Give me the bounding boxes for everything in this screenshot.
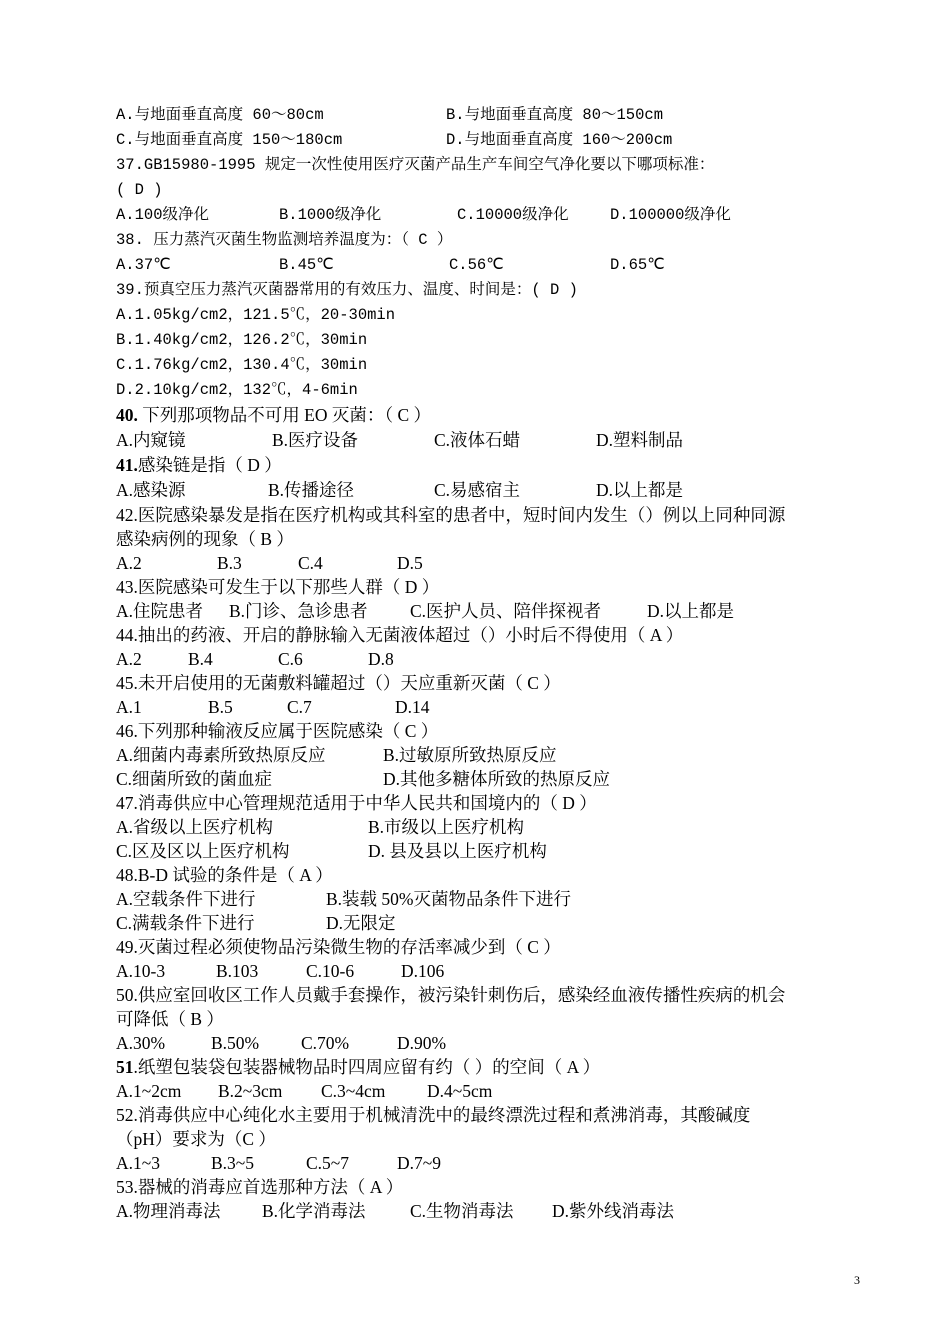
- answer-option: A.100级净化: [116, 206, 210, 224]
- text-line: [116, 623, 872, 648]
- answer-option: A.与地面垂直高度 60～80cm: [116, 106, 324, 124]
- question-text: 46.下列那种输液反应属于医院感染（ C ）: [116, 721, 439, 741]
- text-line: [116, 815, 872, 840]
- text-line: [116, 303, 872, 328]
- question-number: 51: [116, 1057, 134, 1077]
- answer-option: A.住院患者: [116, 601, 204, 621]
- text-line: [116, 428, 872, 453]
- answer-option: C.70%: [301, 1033, 350, 1053]
- text-line: [116, 253, 872, 278]
- answer-option: D.紫外线消毒法: [552, 1201, 675, 1221]
- answer-option: C.10-6: [306, 961, 355, 981]
- text-line: [116, 1055, 872, 1080]
- question-text: 可降低（ B ）: [116, 1009, 224, 1029]
- answer-option: D.7~9: [397, 1153, 441, 1173]
- answer-option: D.塑料制品: [596, 430, 684, 450]
- question-text: 48.B-D 试验的条件是（ A ）: [116, 865, 333, 885]
- answer-option: B.3~5: [211, 1153, 255, 1173]
- answer-option: B.5: [208, 697, 233, 717]
- text-line: [116, 353, 872, 378]
- answer-option: C.10000级净化: [457, 206, 569, 224]
- text-line: [116, 695, 872, 720]
- question-text: 47.消毒供应中心管理规范适用于中华人民共和国境内的（ D ）: [116, 793, 597, 813]
- question-text: 39.预真空压力蒸汽灭菌器常用的有效压力、温度、时间是：( D ): [116, 281, 578, 299]
- text-line: [116, 1007, 872, 1032]
- question-body: 感染链是指（ D ）: [137, 455, 282, 475]
- answer-option: D.其他多糖体所致的热原反应: [383, 769, 611, 789]
- answer-option: C.6: [278, 649, 303, 669]
- text-line: [116, 1199, 872, 1224]
- text-line: [116, 203, 872, 228]
- text-line: [116, 791, 872, 816]
- question-text: 53.器械的消毒应首选那种方法（ A ）: [116, 1177, 404, 1197]
- question-text: [116, 453, 282, 478]
- page-number: 3: [854, 1273, 860, 1287]
- answer-option: C.易感宿主: [434, 480, 521, 500]
- answer-option: D.与地面垂直高度 160～200cm: [446, 131, 673, 149]
- answer-option: B.2~3cm: [218, 1081, 283, 1101]
- answer-option: C.56℃: [449, 256, 504, 274]
- answer-option: A.感染源: [116, 480, 186, 500]
- text-line: [116, 935, 872, 960]
- question-text: （pH）要求为（C ）: [116, 1129, 276, 1149]
- text-line: [116, 671, 872, 696]
- answer-option: C.3~4cm: [321, 1081, 386, 1101]
- text-line: [116, 551, 872, 576]
- answer-option: B.与地面垂直高度 80～150cm: [446, 106, 664, 124]
- answer-option: A.2: [116, 649, 142, 669]
- answer-option: D.106: [401, 961, 445, 981]
- text-line: [116, 378, 872, 403]
- answer-option: A.物理消毒法: [116, 1201, 221, 1221]
- answer-option: A.1~2cm: [116, 1081, 182, 1101]
- text-line: [116, 647, 872, 672]
- question-text: B.1.40kg/cm2，126.2℃，30min: [116, 331, 368, 349]
- answer-option: D.8: [368, 649, 394, 669]
- question-text: 38. 压力蒸汽灭菌生物监测培养温度为：（ C ）: [116, 231, 453, 249]
- text-line: [116, 839, 872, 864]
- answer-option: C.4: [298, 553, 323, 573]
- question-text: C.1.76kg/cm2，130.4℃，30min: [116, 356, 368, 374]
- answer-option: B.4: [188, 649, 213, 669]
- text-line: [116, 863, 872, 888]
- text-line: [116, 719, 872, 744]
- text-line: [116, 328, 872, 353]
- answer-option: B.45℃: [279, 256, 334, 274]
- answer-option: C.区及区以上医疗机构: [116, 841, 290, 861]
- answer-option: B.1000级净化: [279, 206, 382, 224]
- question-text: 44.抽出的药液、开启的静脉输入无菌液体超过（）小时后不得使用（ A ）: [116, 625, 684, 645]
- question-text: 52.消毒供应中心纯化水主要用于机械清洗中的最终漂洗过程和煮沸消毒，其酸碱度: [116, 1105, 751, 1125]
- answer-option: B.过敏原所致热原反应: [383, 745, 557, 765]
- answer-option: A.10-3: [116, 961, 166, 981]
- answer-option: A.37℃: [116, 256, 171, 274]
- answer-option: B.化学消毒法: [262, 1201, 366, 1221]
- answer-option: A.内窥镜: [116, 430, 186, 450]
- question-text: 感染病例的现象（ B ）: [116, 529, 294, 549]
- answer-option: D. 县及县以上医疗机构: [368, 841, 547, 861]
- text-line: [116, 911, 872, 936]
- answer-option: C.医护人员、陪伴探视者: [410, 601, 602, 621]
- answer-option: B.103: [216, 961, 259, 981]
- question-text: D.2.10kg/cm2，132℃，4-6min: [116, 381, 358, 399]
- question-text: 50.供应室回收区工作人员戴手套操作，被污染针刺伤后，感染经血液传播性疾病的机会: [116, 985, 786, 1005]
- answer-option: C.生物消毒法: [410, 1201, 514, 1221]
- text-line: [116, 128, 872, 153]
- answer-option: B.医疗设备: [272, 430, 359, 450]
- answer-option: B.传播途径: [268, 480, 355, 500]
- answer-option: C.与地面垂直高度 150～180cm: [116, 131, 343, 149]
- answer-option: D.90%: [397, 1033, 447, 1053]
- text-line: [116, 1127, 872, 1152]
- answer-option: C.7: [287, 697, 312, 717]
- answer-option: B.3: [217, 553, 242, 573]
- question-body: 下列那项物品不可用 EO 灭菌：（ C ）: [137, 405, 431, 425]
- question-text: A.1.05kg/cm2，121.5℃，20-30min: [116, 306, 396, 324]
- answer-option: B.市级以上医疗机构: [368, 817, 525, 837]
- text-line: [116, 478, 872, 503]
- text-line: [116, 453, 872, 478]
- answer-option: C.5~7: [306, 1153, 350, 1173]
- text-line: [116, 178, 872, 203]
- text-line: [116, 743, 872, 768]
- question-text: 49.灭菌过程必须使物品污染微生物的存活率减少到（ C ）: [116, 937, 561, 957]
- answer-option: A.30%: [116, 1033, 166, 1053]
- answer-option: D.65℃: [610, 256, 665, 274]
- text-line: [116, 403, 872, 428]
- question-text: 43.医院感染可发生于以下那些人群（ D ）: [116, 577, 440, 597]
- text-line: [116, 1103, 872, 1128]
- question-number: 41.: [116, 455, 138, 475]
- answer-option: A.省级以上医疗机构: [116, 817, 274, 837]
- question-text: 42.医院感染暴发是指在医疗机构或其科室的患者中，短时间内发生（）例以上同种同源: [116, 505, 786, 525]
- text-line: [116, 153, 872, 178]
- text-line: [116, 527, 872, 552]
- text-line: [116, 228, 872, 253]
- text-line: [116, 1151, 872, 1176]
- answer-option: D.100000级净化: [610, 206, 731, 224]
- answer-option: D.以上都是: [596, 480, 684, 500]
- text-line: [116, 599, 872, 624]
- answer-option: A.1: [116, 697, 142, 717]
- text-line: [116, 1175, 872, 1200]
- answer-option: D.14: [395, 697, 430, 717]
- question-text: ( D ): [116, 181, 163, 199]
- answer-option: A.细菌内毒素所致热原反应: [116, 745, 326, 765]
- answer-option: D.无限定: [326, 913, 396, 933]
- text-line: [116, 575, 872, 600]
- answer-option: C.满载条件下进行: [116, 913, 255, 933]
- answer-option: A.2: [116, 553, 142, 573]
- text-line: [116, 767, 872, 792]
- answer-option: C.液体石蜡: [434, 430, 521, 450]
- answer-option: A.空载条件下进行: [116, 889, 256, 909]
- question-text: 45.未开启使用的无菌敷料罐超过（）天应重新灭菌（ C ）: [116, 673, 561, 693]
- question-text: 37.GB15980-1995 规定一次性使用医疗灭菌产品生产车间空气净化要以下哪项标准：: [116, 156, 715, 174]
- question-text: [116, 1055, 600, 1080]
- answer-option: A.1~3: [116, 1153, 160, 1173]
- question-body: .纸塑包装袋包装器械物品时四周应留有约（ ）的空间（ A ）: [133, 1057, 601, 1077]
- answer-option: C.细菌所致的菌血症: [116, 769, 273, 789]
- answer-option: B.门诊、急诊患者: [229, 601, 368, 621]
- answer-option: B.装载 50%灭菌物品条件下进行: [326, 889, 571, 909]
- text-line: [116, 103, 872, 128]
- text-line: [116, 503, 872, 528]
- answer-option: D.4~5cm: [427, 1081, 493, 1101]
- text-line: [116, 887, 872, 912]
- text-line: [116, 1079, 872, 1104]
- text-line: [116, 959, 872, 984]
- answer-option: B.50%: [211, 1033, 260, 1053]
- answer-option: D.5: [397, 553, 423, 573]
- text-line: [116, 278, 872, 303]
- answer-option: D.以上都是: [647, 601, 735, 621]
- question-text: [116, 403, 431, 428]
- text-line: [116, 1031, 872, 1056]
- question-number: 40.: [116, 405, 138, 425]
- text-line: [116, 983, 872, 1008]
